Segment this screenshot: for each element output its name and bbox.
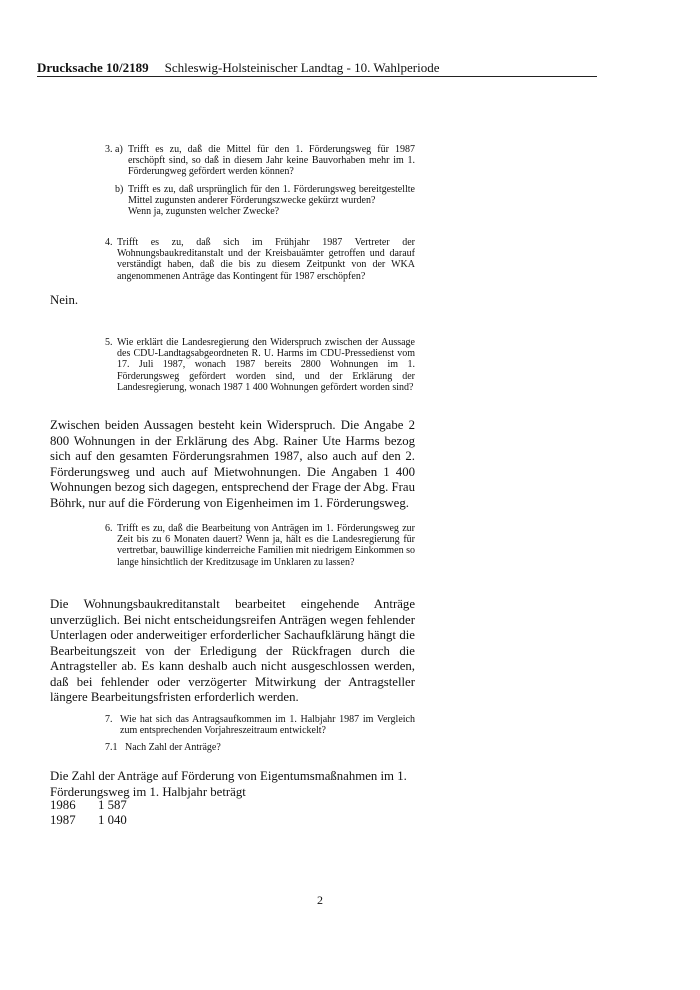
page-header: [37, 60, 597, 76]
question-number: b): [115, 184, 124, 195]
answer-3-4: Nein.: [50, 293, 79, 307]
answer-5: Zwischen beiden Aussagen besteht kein Widerspruch. Die Angabe 2 800 Wohnungen in der Erklärung des Abg. Rainer Ute Harms bezog sich auf den gesamten Förderungsrahmen 1987, also auch auf den 2. Förderungsweg und auch auf Mietwohnungen. Die Angaben 1 400 Wohnungen bezog sich dagegen, entsprechend der Frage der Abg. Frau Böhrk, nur auf die Förderung von Eigenheimen im 1. Förderungsweg.: [50, 418, 415, 510]
question-text: Trifft es zu, daß ursprünglich für den 1. Förderungsweg bereitgestellte Mittel zugunsten anderer Förderungszwecke gekürzt wurden?: [128, 184, 415, 207]
question-text-followup: Wenn ja, zugunsten welcher Zwecke?: [128, 206, 280, 218]
year-label: 1986: [50, 798, 76, 812]
question-number: 6.: [105, 523, 113, 534]
question-text: Trifft es zu, daß die Mittel für den 1. Förderungsweg für 1987 erschöpft sind, so daß in diesem Jahr keine Bauvorhaben mehr im 1. Förderungweg gefördert werden können?: [128, 144, 415, 178]
question-6: [105, 523, 415, 568]
doc-number: Drucksache 10/2189: [37, 60, 149, 75]
header-title: Schleswig-Holsteinischer Landtag - 10. Wahlperiode: [164, 60, 440, 75]
answer-7-1: Die Zahl der Anträge auf Förderung von Eigentumsmaßnahmen im 1. Förderungsweg im 1. Halbjahr beträgt: [50, 769, 407, 799]
question-number: 7.: [105, 714, 113, 725]
application-count: 1 040: [98, 813, 127, 827]
question-number: 4.: [105, 237, 113, 248]
question-number: 7.1: [105, 742, 118, 753]
question-7-1: [105, 742, 415, 753]
question-3a: [105, 144, 415, 178]
question-text: Trifft es zu, daß die Bearbeitung von Anträgen im 1. Förderungsweg zur Zeit bis zu 6 Monaten dauert? Wenn ja, hält es die Landesregierung für vertretbar, bauwillige kinderreiche Familien mit niedrigem Einkommen so lange hinsichtlich der Kreditzusage im Unklaren zu lassen?: [117, 523, 415, 568]
question-text: Trifft es zu, daß sich im Frühjahr 1987 Vertreter der Wohnungsbaukreditanstalt und der Kreisbauämter getroffen und darauf verständigt haben, daß die bis zu diesem Zeitpunkt von der WKA angenommenen Anträge das Kontingent für 1987 erschöpfen?: [117, 237, 415, 282]
question-text: Nach Zahl der Anträge?: [125, 742, 221, 753]
question-text: Wie erklärt die Landesregierung den Widerspruch zwischen der Aussage des CDU-Landtagsabgeordneten R. U. Harms im CDU-Pressedienst vom 17. Juli 1987, wonach 1987 bereits 2800 Wohnungen im 1. Förderungsweg gefördert worden sind, und der Erklärung der Landesregierung, wonach 1987 1 400 Wohnungen gefördert worden sind?: [117, 337, 415, 393]
year-label: 1987: [50, 813, 76, 827]
question-number: 3. a): [105, 144, 123, 155]
question-5: [105, 337, 415, 393]
header-rule: [37, 76, 597, 77]
question-text: Wie hat sich das Antragsaufkommen im 1. Halbjahr 1987 im Vergleich zum entsprechenden Vorjahreszeitraum entwickelt?: [120, 714, 415, 737]
page-number: 2: [317, 893, 323, 907]
question-3b: [115, 184, 415, 218]
application-count: 1 587: [98, 798, 127, 812]
question-4: [105, 237, 415, 282]
answer-6: Die Wohnungsbaukreditanstalt bearbeitet eingehende Anträge unverzüglich. Bei nicht entscheidungsreifen Anträgen wegen fehlender Unterlagen oder anderweitiger erforderlicher Sachaufklärung hängt die Bearbeitungszeit von der Erledigung der Rückfragen durch die Antragsteller ab. Es kann deshalb auch nicht ausgeschlossen werden, daß bei fehlender oder verzögerter Mitwirkung der Antragsteller längere Bearbeitungsfristen erforderlich werden.: [50, 597, 415, 704]
question-number: 5.: [105, 337, 113, 348]
question-7: [105, 714, 415, 736]
